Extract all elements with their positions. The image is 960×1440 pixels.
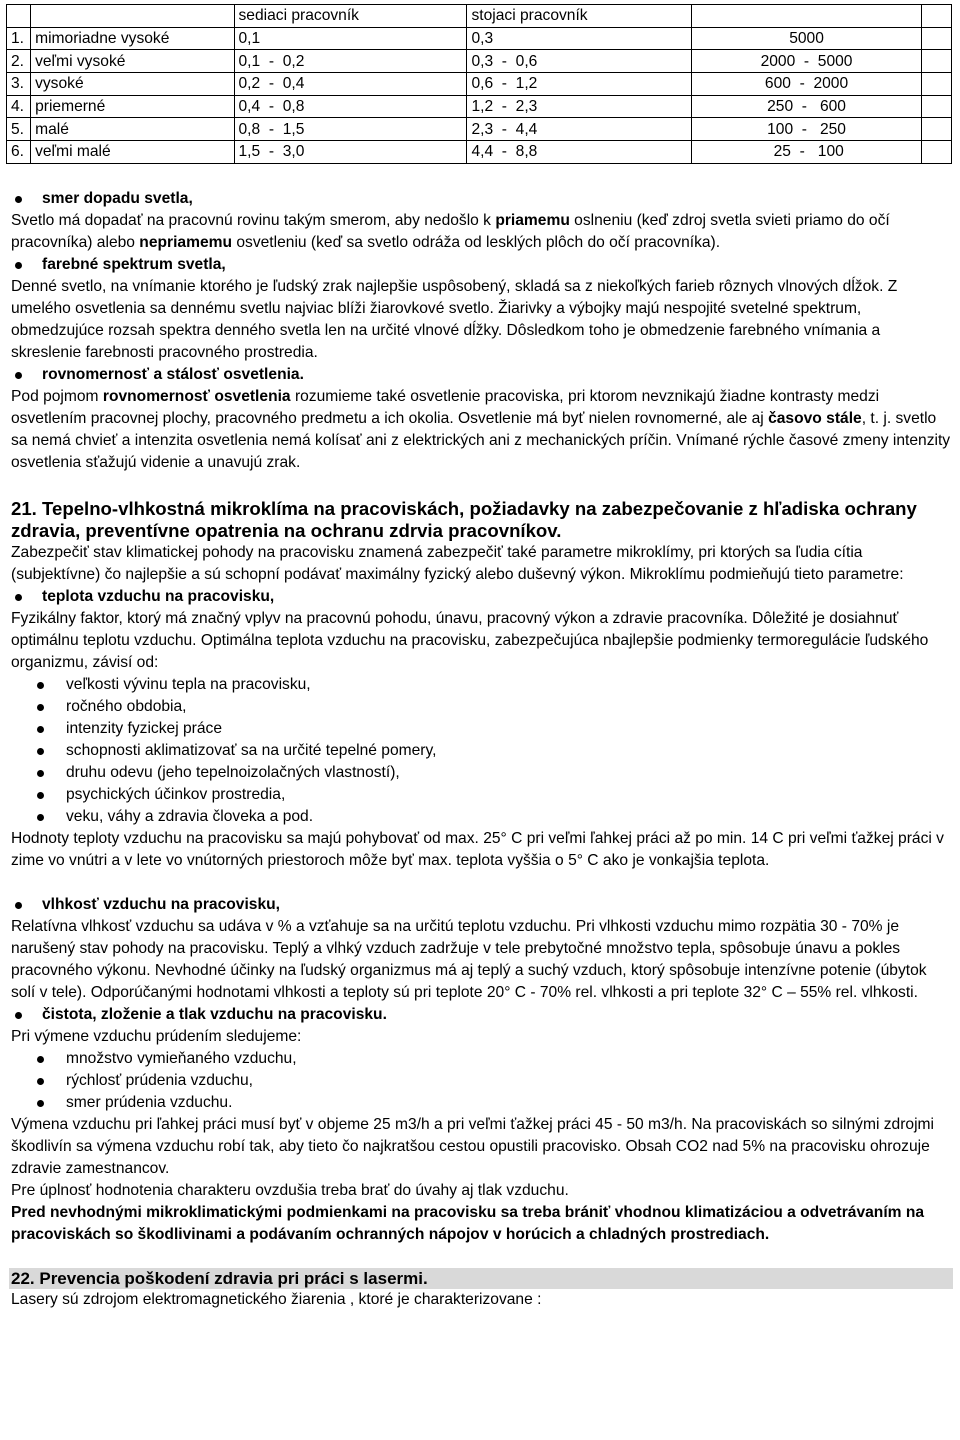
table-cell <box>7 5 31 28</box>
table-cell: 5000 <box>691 27 922 50</box>
list-item: psychických účinkov prostredia, <box>11 784 953 806</box>
paragraph-air-pressure: Pre úplnosť hodnotenia charakteru ovzdušia treba brať do úvahy aj tlak vzduchu. <box>11 1181 569 1199</box>
table-cell: 2. <box>7 50 31 73</box>
bullet-air-temperature: teplota vzduchu na pracovisku, <box>11 586 953 608</box>
paragraph-air-volume: Výmena vzduchu pri ľahkej práci musí byť v objeme 25 m3/h a pri veľmi ťažkej práci 45 - 50 m3/h. Na pracoviskách so silnými zdrojmi škodlivín sa výmena vzduchu robí tak, aby tieto čo najkratšou cestou opustili pracovisko. Obsah CO2 nad 5% na pracovisku ohrozuje zdravie zamestnancov. <box>11 1115 934 1177</box>
section-uniformity <box>11 364 953 474</box>
table-cell: 4,4 - 8,8 <box>467 141 691 164</box>
table-cell: malé <box>31 118 234 141</box>
paragraph-air-humidity: Relatívna vlhkosť vzduchu sa udáva v % a vzťahuje sa na určitú teplotu vzduchu. Pri vlhkosti vzduchu mimo rozpätia 30 - 70% je narušený stav pohody na pracovisku. Teplý a vlhký vzduch zadržuje v tele prebytočné množstvo tepla, spôsobuje únavu a pokles pracovného výkonu. Nevhodné účinky na ľudský organizmus má aj teplý a suchý vzduch, ktorý spôsobuje intenzívne potenie (úbytok solí v tele). Odporúčanými hodnotami vlhkosti a teploty sú pri teplote 20° C - 70% rel. vlhkosti a pri teplote 32° C – 55% rel. vlhkosti. <box>11 917 927 1001</box>
table-cell: 1. <box>7 27 31 50</box>
paragraph-air-exchange: Pri výmene vzduchu prúdením sledujeme: <box>11 1027 302 1045</box>
table-cell: 2,3 - 4,4 <box>467 118 691 141</box>
table-cell <box>31 5 234 28</box>
paragraph-temperature-values: Hodnoty teploty vzduchu na pracovisku sa majú pohybovať od max. 25° C pri veľmi ľahkej práci až po min. 14 C pri veľmi ťažkej práci v zime vo vnútri a v lete vo vnútorných priestoroch môže byť max. teplota vyššia o 5° C ako je vonkajšia teplota. <box>11 829 944 869</box>
table-cell: 3. <box>7 73 31 96</box>
table-cell: 0,2 - 0,4 <box>234 73 467 96</box>
table-cell: 5. <box>7 118 31 141</box>
table-cell: 1,2 - 2,3 <box>467 95 691 118</box>
table-cell: 1,5 - 3,0 <box>234 141 467 164</box>
table-cell: 600 - 2000 <box>691 73 922 96</box>
table-cell: 25 - 100 <box>691 141 922 164</box>
air-exchange-list <box>11 1048 953 1114</box>
list-item: veľkosti vývinu tepla na pracovisku, <box>11 674 953 696</box>
table-cell <box>922 118 952 141</box>
table-cell: 4. <box>7 95 31 118</box>
section-21-heading: 21. Tepelno-vlhkostná mikroklíma na pracoviskách, požiadavky na zabezpečovanie z hľadiska ochrany zdravia, preventívne opatrenia na ochranu zdrvia pracovníkov. <box>11 497 917 541</box>
list-item: intenzity fyzickej práce <box>11 718 953 740</box>
list-item: rýchlosť prúdenia vzduchu, <box>11 1070 953 1092</box>
list-item: veku, váhy a zdravia človeka a pod. <box>11 806 953 828</box>
table-cell: 0,8 - 1,5 <box>234 118 467 141</box>
table-row <box>7 27 952 50</box>
paragraph-air-temperature: Fyzikálny faktor, ktorý má značný vplyv na pracovnú pohodu, únavu, pracovný výkon a zdravie pracovníka. Dôležité je dosiahnuť optimálnu teplotu vzduchu. Optimálna teplota vzduchu na pracovisku, zabezpečujúca nbajlepšie podmienky termoregulácie ľudského organizmu, závisí od: <box>11 609 929 671</box>
section-21-intro: Zabezpečiť stav klimatickej pohody na pracovisku znamená zabezpečiť také parametre mikroklímy, pri ktorých sa ľudia cítia (subjektívne) čo najlepšie a sú schopní podávať maximálny fyzický alebo duševný výkon. Mikroklímu podmieňujú tieto parametre: <box>11 543 904 583</box>
section-22-intro: Lasery sú zdrojom elektromagnetického žiarenia , ktoré je charakterizovane : <box>11 1290 542 1308</box>
lighting-table <box>6 4 952 164</box>
list-item: druhu odevu (jeho tepelnoizolačných vlastností), <box>11 762 953 784</box>
section-22-heading: 22. Prevencia poškodení zdravia pri práci s lasermi. <box>9 1268 953 1289</box>
bullet-color-spectrum: farebné spektrum svetla, <box>11 254 953 276</box>
table-cell: mimoriadne vysoké <box>31 27 234 50</box>
table-cell: 0,1 <box>234 27 467 50</box>
table-cell: sediaci pracovník <box>234 5 467 28</box>
table-cell: veľmi malé <box>31 141 234 164</box>
bullet-air-humidity: vlhkosť vzduchu na pracovisku, <box>11 894 953 916</box>
table-cell: veľmi vysoké <box>31 50 234 73</box>
paragraph-uniformity: Pod pojmom rovnomernosť osvetlenia rozumieme také osvetlenie pracoviska, pri ktorom nevznikajú žiadne kontrasty medzi osvetlením pracovnej plochy, pracovného predmetu a ich okolia. Osvetlenie má byť nielen rovnomerné, ale aj časovo stále, t. j. svetlo sa nemá chvieť a intenzita osvetlenia nemá kolísať ani z elektrických ani z mechanických príčin. Vnímané rýchle časové zmeny intenzity osvetlenia sťažujú videnie a unavujú zrak. <box>11 387 951 471</box>
table-header-row <box>7 5 952 28</box>
table-row <box>7 50 952 73</box>
table-row <box>7 73 952 96</box>
paragraph-color-spectrum: Denné svetlo, na vnímanie ktorého je ľudský zrak najlepšie uspôsobený, skladá sa z niekoľkých farieb rôznych vlnových dĺžok. Z umelého osvetlenia sa dennému svetlu najviac blíži žiarovkové svetlo. Žiarivky a výbojky majú nespojité svetelné spektrum, obmedzujúce rozsah spektra denného svetla len na určité vlnové dĺžky. Dôsledkom toho je obmedzenie farebného vnímania a skreslenie farebnosti pracovného prostredia. <box>11 277 898 361</box>
list-item: množstvo vymieňaného vzduchu, <box>11 1048 953 1070</box>
bullet-air-purity: čistota, zloženie a tlak vzduchu na pracovisku. <box>11 1004 953 1026</box>
table-cell: 250 - 600 <box>691 95 922 118</box>
table-cell: 0,3 - 0,6 <box>467 50 691 73</box>
list-item: smer prúdenia vzduchu. <box>11 1092 953 1114</box>
table-cell: 100 - 250 <box>691 118 922 141</box>
table-cell: 2000 - 5000 <box>691 50 922 73</box>
table-cell <box>922 50 952 73</box>
table-cell: 0,3 <box>467 27 691 50</box>
table-cell: vysoké <box>31 73 234 96</box>
section-light-direction <box>11 188 953 254</box>
table-cell: 0,6 - 1,2 <box>467 73 691 96</box>
table-cell: 0,4 - 0,8 <box>234 95 467 118</box>
table-cell <box>922 73 952 96</box>
paragraph-protection: Pred nevhodnými mikroklimatickými podmienkami na pracovisku sa treba brániť vhodnou klimatizáciou a odvetrávaním na pracoviskách so škodlivinami a podávaním ochranných nápojov v horúcich a chladných prostrediach. <box>11 1203 925 1243</box>
table-row <box>7 95 952 118</box>
bullet-light-direction: smer dopadu svetla, <box>11 188 953 210</box>
paragraph-light-direction: Svetlo má dopadať na pracovnú rovinu takým smerom, aby nedošlo k priamemu oslneniu (keď zdroj svetla svieti priamo do očí pracovníka) alebo nepriamemu osvetleniu (keď sa svetlo odráža od lesklých plôch do očí pracovníka). <box>11 211 890 251</box>
table-cell <box>922 95 952 118</box>
table-row <box>7 141 952 164</box>
table-cell <box>691 5 922 28</box>
section-color-spectrum <box>11 254 953 364</box>
table-cell: priemerné <box>31 95 234 118</box>
temperature-factors-list <box>11 674 953 828</box>
document-page <box>11 4 953 1311</box>
table-cell <box>922 5 952 28</box>
table-cell <box>922 141 952 164</box>
table-cell <box>922 27 952 50</box>
list-item: ročného obdobia, <box>11 696 953 718</box>
table-cell: stojaci pracovník <box>467 5 691 28</box>
table-cell: 0,1 - 0,2 <box>234 50 467 73</box>
list-item: schopnosti aklimatizovať sa na určité tepelné pomery, <box>11 740 953 762</box>
bullet-uniformity: rovnomernosť a stálosť osvetlenia. <box>11 364 953 386</box>
table-cell: 6. <box>7 141 31 164</box>
table-row <box>7 118 952 141</box>
